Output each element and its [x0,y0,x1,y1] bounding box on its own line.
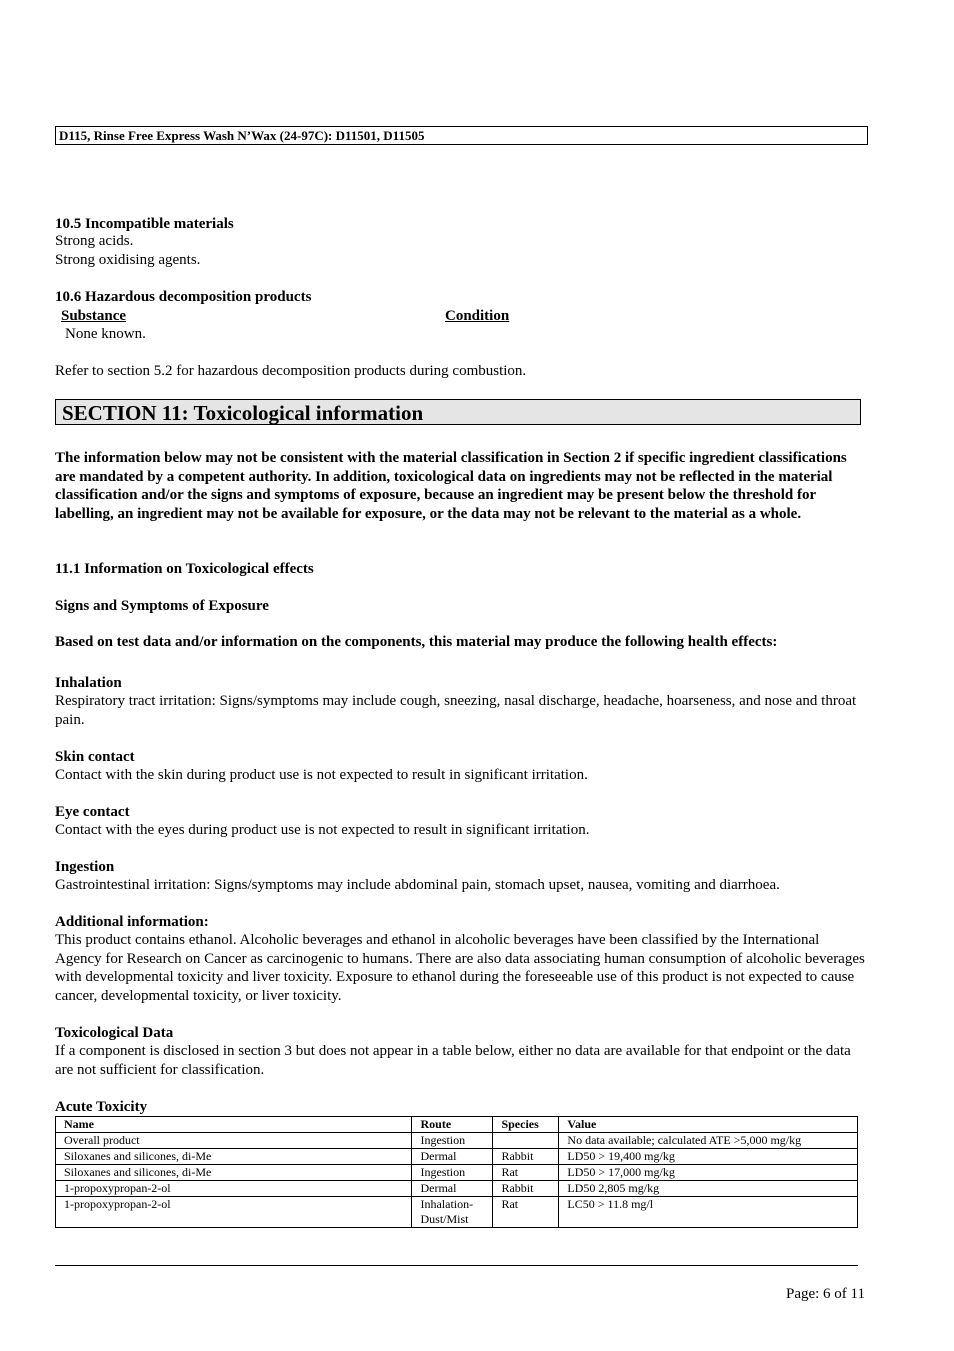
subsection-11-1-heading: 11.1 Information on Toxicological effects [55,561,314,577]
inhalation-heading: Inhalation [55,675,122,691]
cell-route: Dermal [412,1181,493,1197]
cell-value: LD50 > 19,400 mg/kg [559,1149,858,1165]
cell-route: Inhalation-Dust/Mist [412,1197,493,1228]
ingestion-text: Gastrointestinal irritation: Signs/symptoms may include abdominal pain, stomach upset, nausea, vomiting and diarrhoea. [55,877,780,893]
health-effects-statement: Based on test data and/or information on the components, this material may produce the following health effects: [55,634,778,650]
section-11-intro: The information below may not be consistent with the material classification in Section 2 if specific ingredient classifications are mandated by a competent authority. In addition, toxicological data on ingredients may not be reflected in the material classification and/or the signs and symptoms of exposure, because an ingredient may be present below the threshold for labelling, an ingredient may not be available for exposure, or the data may not be relevant to the material as a whole. [55,450,847,522]
eye-contact-heading: Eye contact [55,804,130,820]
cell-name: 1-propoxypropan-2-ol [56,1197,412,1228]
footer-divider [55,1265,858,1266]
additional-info-text: This product contains ethanol. Alcoholic beverages and ethanol in alcoholic beverages have been classified by the International Agency for Research on Cancer as carcinogenic to humans. There are also data associating human consumption of alcoholic beverages with developmental toxicity and liver toxicity. Exposure to ethanol during the foreseeable use of this product is not expected to cause cancer, developmental toxicity, or liver toxicity. [55,932,865,1004]
cell-species: Rabbit [493,1181,559,1197]
name-header: Name [56,1117,412,1133]
route-header: Route [412,1117,493,1133]
cell-name: Overall product [56,1133,412,1149]
cell-route: Dermal [412,1149,493,1165]
substance-row: None known. [65,326,146,342]
table-row [56,1149,858,1165]
value-header: Value [559,1117,858,1133]
document-header: D115, Rinse Free Express Wash N’Wax (24-97C): D11501, D11505 [55,126,868,145]
acute-toxicity-table [55,1116,858,1228]
page-number: Page: 6 of 11 [785,1286,865,1302]
ingestion-heading: Ingestion [55,859,115,875]
section-10-6-heading: 10.6 Hazardous decomposition products [55,289,312,305]
substance-column-header: Substance [61,308,127,324]
cell-route: Ingestion [412,1133,493,1149]
cell-route: Ingestion [412,1165,493,1181]
table-row [56,1165,858,1181]
cell-name: 1-propoxypropan-2-ol [56,1181,412,1197]
section-5-2-note: Refer to section 5.2 for hazardous decomposition products during combustion. [55,363,527,379]
incompatible-line-1: Strong acids. [55,233,134,249]
table-header-row [56,1117,858,1133]
eye-contact-text: Contact with the eyes during product use is not expected to result in significant irritation. [55,822,590,838]
cell-species: Rabbit [493,1149,559,1165]
table-row [56,1181,858,1197]
table-row [56,1133,858,1149]
skin-contact-text: Contact with the skin during product use is not expected to result in significant irritation. [55,767,588,783]
species-header: Species [493,1117,559,1133]
toxicological-data-heading: Toxicological Data [55,1025,174,1041]
acute-toxicity-heading: Acute Toxicity [55,1099,148,1115]
toxicological-data-text: If a component is disclosed in section 3 but does not appear in a table below, either no data are available for that endpoint or the data are not sufficient for classification. [55,1043,851,1078]
cell-species: Rat [493,1165,559,1181]
signs-symptoms-heading: Signs and Symptoms of Exposure [55,598,269,614]
cell-value: LC50 > 11.8 mg/l [559,1197,858,1228]
condition-column-header: Condition [445,308,510,324]
additional-info-heading: Additional information: [55,914,209,930]
cell-value: No data available; calculated ATE >5,000 mg/kg [559,1133,858,1149]
cell-value: LD50 > 17,000 mg/kg [559,1165,858,1181]
skin-contact-heading: Skin contact [55,749,135,765]
cell-value: LD50 2,805 mg/kg [559,1181,858,1197]
cell-species: Rat [493,1197,559,1228]
cell-name: Siloxanes and silicones, di-Me [56,1165,412,1181]
section-10-5-heading: 10.5 Incompatible materials [55,216,234,232]
table-row [56,1197,858,1228]
incompatible-line-2: Strong oxidising agents. [55,252,201,268]
cell-name: Siloxanes and silicones, di-Me [56,1149,412,1165]
cell-species [493,1133,559,1149]
inhalation-text: Respiratory tract irritation: Signs/symptoms may include cough, sneezing, nasal discharge, headache, hoarseness, and nose and throat pain. [55,693,857,728]
section-11-banner: SECTION 11: Toxicological information [55,399,861,425]
